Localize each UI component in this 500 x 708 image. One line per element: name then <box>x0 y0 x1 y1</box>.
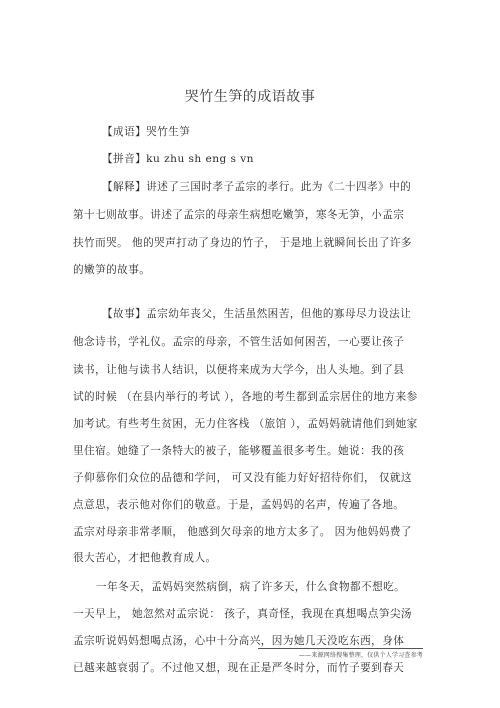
story-line: 子仰慕你们众位的品德和学问， 可又没有能力好好招待你们， 仅就这 <box>73 472 412 484</box>
story-line: 加考试。有些考生贫困，无力住客栈 （旅馆 ），孟妈妈就请他们到她家 <box>73 418 418 430</box>
story-line: 点意思，表示他对你们的敬意。于是，孟妈妈的名声，传遍了各地。 <box>73 499 405 511</box>
story-line: 试的时候 （在县内举行的考试 ），各地的考生都到孟宗居住的地方来参 <box>73 391 418 403</box>
explanation-line: 扶竹而哭。 他的哭声打动了身边的竹子， 于是地上就瞬间长出了许多 <box>73 237 412 249</box>
page-title: 哭竹生笋的成语故事 <box>184 89 316 105</box>
story-line: 他念诗书，学礼仪。孟宗的母亲，不管生活如何困苦，一心要让孩子 <box>73 336 405 348</box>
story-line: 一年冬天，孟妈妈突然病倒，病了许多天，什么食物都不想吃。 <box>96 581 406 593</box>
pinyin-line: 【拼音】ku zhu sh eng s vn <box>102 153 254 165</box>
footer-divider <box>258 648 423 649</box>
story-line: 很大苦心，才把他教育成人。 <box>73 552 217 564</box>
story-line: 里住宿。她缝了一条特大的被子，能够覆盖很多考生。她说：我的孩 <box>73 445 405 457</box>
explanation-line: 的嫩笋的故事。 <box>73 264 151 276</box>
story-line: 一天早上， 她忽然对孟宗说： 孩子，真奇怪，我现在真想喝点笋尖汤 <box>73 608 412 620</box>
story-line: 已越来越衰弱了。不过他又想，现在正是严冬时分，而竹子要到春天 <box>73 662 405 674</box>
footer-note: ——来源网络搜集整理，仅供个人学习查参考 <box>298 652 423 659</box>
story-line: 【故事】孟宗幼年丧父，生活虽然困苦，但他的寡母尽力设法让 <box>102 308 412 320</box>
story-line: 孟宗对母亲非常孝顺， 他感到欠母亲的地方太多了。 因为他妈妈费了 <box>73 526 412 538</box>
story-line: 孟宗听说妈妈想喝点汤，心中十分高兴，因为她几天没吃东西，身体 <box>73 635 405 647</box>
story-line: 读书，让他与读书人结识，以便将来成为大学今，出人头地。到了县 <box>73 364 405 376</box>
idiom-line: 【成语】哭竹生笋 <box>102 126 191 138</box>
explanation-line: 第十七则故事。讲述了孟宗的母亲生病想吃嫩笋，寒冬无笋，小孟宗 <box>73 209 405 221</box>
explanation-line: 【解释】讲述了三国时孝子孟宗的孝行。此为《二十四孝》中的 <box>102 181 412 193</box>
